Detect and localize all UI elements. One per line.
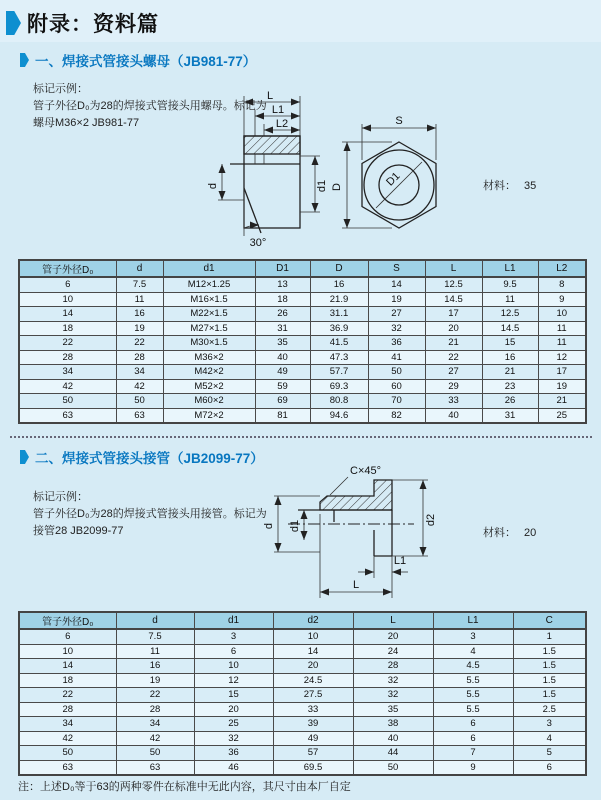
table-cell: 44 [353,746,433,761]
table-cell: 15 [194,688,273,703]
dim-label-angle: 30° [249,237,267,249]
table-cell: 36.9 [310,321,368,336]
table-cell: 35 [353,702,433,717]
table-cell: 41.5 [310,336,368,351]
table-cell: 28 [116,702,194,717]
table-cell: 19 [116,321,163,336]
table-cell: 14 [19,659,116,674]
table-cell: 12 [538,350,586,365]
table-cell: 9.5 [482,277,538,292]
table-cell: 50 [19,746,116,761]
table-cell: 34 [116,365,163,380]
table-cell: M16×1.5 [163,292,255,307]
table-cell: 24 [353,644,433,659]
table-cell: 6 [19,277,116,292]
table-row [19,688,586,703]
section2-heading-row [20,447,264,467]
material-note [483,177,536,193]
table-cell: 70 [368,394,425,409]
table-cell: 40 [255,350,310,365]
table-row [19,760,586,775]
table-cell: 5 [513,746,586,761]
table-cell: 12 [194,673,273,688]
dim-label-d: d [207,182,219,190]
table-cell: 10 [194,659,273,674]
section-divider [10,436,592,438]
table-cell: 19 [116,673,194,688]
table-cell: 11 [116,644,194,659]
table-cell: 49 [273,731,353,746]
table-cell: 12.5 [425,277,482,292]
table-cell: 9 [433,760,513,775]
table-cell: 32 [353,688,433,703]
section1-heading-row [20,50,256,70]
sleeve-technical-drawing [262,460,492,602]
table-cell: 18 [19,321,116,336]
table-cell: 21.9 [310,292,368,307]
material-value: 35 [524,180,537,192]
table-cell: 59 [255,379,310,394]
dim-label-L: L [266,90,274,102]
table-cell: 63 [116,760,194,775]
table-row [19,321,586,336]
dim-label-S: S [395,115,403,127]
table-cell: 2.5 [513,702,586,717]
table-cell: 6 [513,760,586,775]
table-cell: 22 [425,350,482,365]
table-cell: 18 [19,673,116,688]
table-cell: 24.5 [273,673,353,688]
table-cell: 6 [19,629,116,644]
table-row [19,746,586,761]
table-cell: 57.7 [310,365,368,380]
table-cell: 3 [513,717,586,732]
table-cell: 69.5 [273,760,353,775]
table-cell: M22×1.5 [163,307,255,322]
table-cell: 6 [433,731,513,746]
column-header: L [353,612,433,629]
table-cell: 35 [255,336,310,351]
table-cell: 13 [255,277,310,292]
table-cell: 42 [116,379,163,394]
table-cell: M27×1.5 [163,321,255,336]
dim-label-L1: L1 [393,555,407,567]
example-line: 螺母M36×2 JB981-77 [33,117,140,129]
dim-label-d1: d1 [289,519,301,533]
table-cell: 20 [194,702,273,717]
material-label: 材料： [483,527,516,539]
table-cell: 1.5 [513,688,586,703]
table-cell: 42 [19,379,116,394]
column-header: D [310,260,368,277]
table-cell: 22 [19,336,116,351]
table-cell: 46 [194,760,273,775]
table-cell: 5.5 [433,688,513,703]
column-header: L [425,260,482,277]
table-cell: 4 [433,644,513,659]
table-cell: 34 [19,717,116,732]
column-header: d1 [194,612,273,629]
table-cell: 25 [194,717,273,732]
table-cell: 5.5 [433,702,513,717]
table-cell: 34 [19,365,116,380]
table-row [19,336,586,351]
table-cell: 42 [116,731,194,746]
table-cell: 63 [19,408,116,423]
table-cell: 57 [273,746,353,761]
table-cell: 16 [116,659,194,674]
table-cell: 4.5 [433,659,513,674]
table-cell: 11 [538,336,586,351]
example-label: 标记示例： [33,491,88,503]
column-header: 管子外径D₀ [19,260,116,277]
table-cell: 27 [425,365,482,380]
table-cell: 25 [538,408,586,423]
table-cell: 22 [116,688,194,703]
table-cell: 34 [116,717,194,732]
table-cell: 27.5 [273,688,353,703]
section2-heading: 二、焊接式管接头接管（JB2099-77） [35,451,264,466]
table-cell: 50 [353,760,433,775]
dim-label-d1: d1 [316,179,328,193]
table-cell: 81 [255,408,310,423]
table-cell: M12×1.25 [163,277,255,292]
table-cell: 69.3 [310,379,368,394]
table-cell: 49 [255,365,310,380]
table-cell: M30×1.5 [163,336,255,351]
table-cell: 20 [425,321,482,336]
table-cell: 32 [194,731,273,746]
table-cell: 27 [368,307,425,322]
nut-spec-table [18,259,587,424]
table-cell: M36×2 [163,350,255,365]
column-header: d [116,260,163,277]
column-header: S [368,260,425,277]
table-cell: 80.8 [310,394,368,409]
dim-label-d2: d2 [425,513,437,527]
table-cell: 50 [19,394,116,409]
table-cell: 7 [433,746,513,761]
column-header: L1 [433,612,513,629]
table-cell: 16 [310,277,368,292]
table-cell: 3 [194,629,273,644]
table-cell: 33 [273,702,353,717]
table-cell: M72×2 [163,408,255,423]
table-cell: 1.5 [513,644,586,659]
table-cell: M52×2 [163,379,255,394]
table-cell: 40 [425,408,482,423]
dim-label-d: d [263,522,275,530]
table-cell: 10 [273,629,353,644]
table-cell: 19 [368,292,425,307]
table-cell: 31.1 [310,307,368,322]
table-row [19,379,586,394]
table-cell: 20 [353,629,433,644]
table-row [19,673,586,688]
column-header: C [513,612,586,629]
dim-label-L1: L1 [271,104,285,116]
column-header: d1 [163,260,255,277]
table-cell: 28 [116,350,163,365]
table-cell: 15 [482,336,538,351]
table-row [19,365,586,380]
table-cell: 14 [273,644,353,659]
table-cell: 60 [368,379,425,394]
table-cell: 16 [116,307,163,322]
table-cell: 17 [425,307,482,322]
column-header: d [116,612,194,629]
table-row [19,659,586,674]
table-cell: 21 [482,365,538,380]
example-label: 标记示例： [33,83,88,95]
table-cell: 41 [368,350,425,365]
table-row [19,731,586,746]
table-cell: 8 [538,277,586,292]
table-cell: 11 [538,321,586,336]
table-cell: 40 [353,731,433,746]
table-cell: 14.5 [482,321,538,336]
table-cell: 21 [538,394,586,409]
table-cell: 39 [273,717,353,732]
table-cell: 1.5 [513,673,586,688]
table-row [19,277,586,292]
table-cell: 94.6 [310,408,368,423]
table-cell: 33 [425,394,482,409]
table-cell: 14.5 [425,292,482,307]
page-title: 附录：资料篇 [27,13,159,36]
table-row [19,350,586,365]
table-cell: 38 [353,717,433,732]
table-cell: M42×2 [163,365,255,380]
table-row [19,644,586,659]
sleeve-spec-table [18,611,587,776]
table-cell: 20 [273,659,353,674]
table-cell: 14 [368,277,425,292]
column-header: L1 [482,260,538,277]
example-line: 管子外径D₀为28的焊接式管接头用接管。标记为 [33,508,267,520]
table-row [19,307,586,322]
table-cell: 29 [425,379,482,394]
example-line: 管子外径D₀为28的焊接式管接头用螺母。标记为 [33,100,267,112]
table-cell: 36 [368,336,425,351]
table-row [19,394,586,409]
table-cell: 3 [433,629,513,644]
table-cell: 82 [368,408,425,423]
table-cell: 28 [19,702,116,717]
material-note [483,524,536,540]
dim-label-L: L [352,579,360,591]
table-cell: 21 [425,336,482,351]
table-cell: 4 [513,731,586,746]
material-value: 20 [524,527,537,539]
table-cell: 22 [19,688,116,703]
table-row [19,292,586,307]
table-cell: 7.5 [116,277,163,292]
table-cell: 1 [513,629,586,644]
table-cell: 69 [255,394,310,409]
arrow-bullet-icon [20,450,29,464]
section1-heading: 一、焊接式管接头螺母（JB981-77） [35,54,257,69]
table-cell: 19 [538,379,586,394]
table-cell: 12.5 [482,307,538,322]
example-line: 接管28 JB2099-77 [33,525,124,537]
page-title-row [6,8,159,38]
nut-technical-drawing [192,88,467,253]
table-cell: 5.5 [433,673,513,688]
table-cell: 50 [116,394,163,409]
footnote: 注：上述D₀等于63的两种零件在标准中无此内容，其尺寸由本厂自定 [18,781,351,793]
dim-label-D: D [331,183,343,191]
table-cell: 47.3 [310,350,368,365]
table-cell: 10 [19,292,116,307]
table-header-row [19,260,586,277]
table-header-row [19,612,586,629]
table-cell: 31 [255,321,310,336]
table-row [19,629,586,644]
table-cell: 28 [19,350,116,365]
table-cell: 17 [538,365,586,380]
table-cell: 32 [353,673,433,688]
table-cell: 36 [194,746,273,761]
column-header: L2 [538,260,586,277]
table-cell: 22 [116,336,163,351]
table-cell: 6 [433,717,513,732]
column-header: 管子外径D₀ [19,612,116,629]
table-row [19,717,586,732]
table-cell: 14 [19,307,116,322]
table-cell: 10 [538,307,586,322]
table-cell: 26 [482,394,538,409]
table-row [19,702,586,717]
table-cell: 26 [255,307,310,322]
table-cell: 31 [482,408,538,423]
table-cell: 1.5 [513,659,586,674]
dim-label-D1: D1 [384,170,403,189]
table-cell: 11 [116,292,163,307]
table-cell: 23 [482,379,538,394]
column-header: d2 [273,612,353,629]
table-cell: 50 [368,365,425,380]
table-cell: M60×2 [163,394,255,409]
dim-label-chamfer: C×45° [350,465,382,477]
table-cell: 16 [482,350,538,365]
table-cell: 28 [353,659,433,674]
table-row [19,408,586,423]
table-cell: 10 [19,644,116,659]
table-cell: 50 [116,746,194,761]
table-cell: 32 [368,321,425,336]
table-cell: 6 [194,644,273,659]
table-cell: 63 [116,408,163,423]
table-cell: 9 [538,292,586,307]
dim-label-L2: L2 [275,118,289,130]
table-cell: 63 [19,760,116,775]
table-cell: 11 [482,292,538,307]
table-cell: 42 [19,731,116,746]
material-label: 材料： [483,180,516,192]
table-cell: 18 [255,292,310,307]
arrow-bullet-icon [6,11,21,35]
column-header: D1 [255,260,310,277]
arrow-bullet-icon [20,53,29,67]
table-cell: 7.5 [116,629,194,644]
